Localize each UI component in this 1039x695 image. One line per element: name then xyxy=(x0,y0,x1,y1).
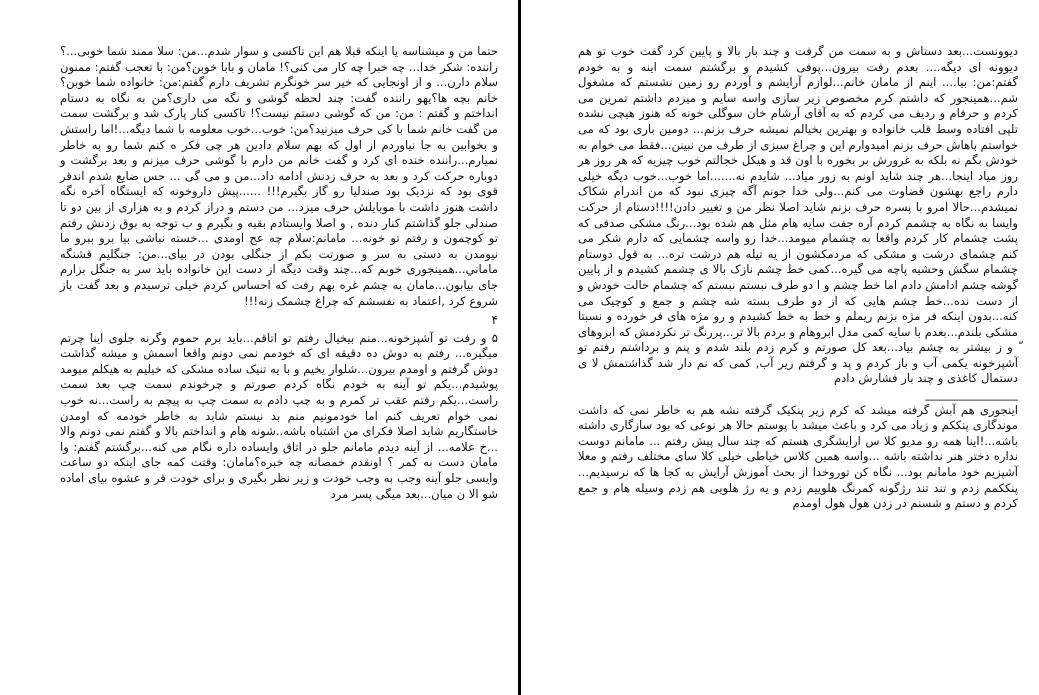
left-page-paragraph-2: ۵ و رفت تو آشپزخونه...منم بیخیال رفتم تو اتاقم...باید برم حموم وگرنه جلوی اینا چرتم میگیره... رفتم به دوش ده دقیقه ای که خودمم نمی دونم واقعا اسمش و میشه گذاشت دوش گرفتم و اومدم بیرون...شلوار یخیم و با یه تنیک ساده مشکی که خیلیم به هیکلم میومد پوشیدم...یکم تو آینه به خودم نگاه کردم صورتم و چرخوندم سمت چپ بعد سمت راست...یکم رفتم عقب تر کمرم و به چپ دادم به سمت چپ به پیچم به راست...نه خوب نمی خوام تعریف کنم اما خودمونیم منم بد نیستم شاید به خاطر خودمه که اومدن خاستگاریم شاید اصلا فکرای من اشتباه باشه..شونه هام و انداختم بالا و گفتم نمی دونم والا ...خ علامه... از آینه دیدم مامانم جلو در اتاق وایساده داره نگام می کنه...برگشتم گفتم: وا مامان دست به کمر ؟ اونقدم خمصانه چه خبره؟مامان: وقتت کمه جای اینکه دو ساعت وایسی جلو آینه وجب به وجب خودت و زیر نظر بگیری و برای خودت قر و عشوه بیای اماده شو الا ن میان...بعد میگی پسر مرد xyxy=(60,330,498,501)
underline-blank: ________________ xyxy=(925,387,1018,402)
right-page-paragraph-2: اینجوری هم آبش گرفته میشد که کرم زیر پنکیک گرفته نشه هم به خاطر نمی که داشت موندگاری پنککم و زیاد می کرد و باعث میشد با پوستم حالا هر نوعی که بود سازگاری داشته باشه...!اینا همه رو مدیو کلا س ارایشگری هستم که چند سال پیش رفتم ... مامانم دوست نداره دختر هنر نداشته باشه ...واسه همین کلاس خیاطی خیلی کلا سای مختلف رفتم و معلا آشپزیم خود مامانم بود... نگاه کن توروخدا از بحث آموزش آرایش به کجا ها که نرسیدیم... پنککمم زدم و تند تند رژگونه کمرنگ هلوییم زدم و یه رژ هلویی هم زدم وسیله هام و جمع کردم و دستم و شسنم در زدن هول هول اومدم xyxy=(578,402,1018,511)
right-page-paragraph-1: دیوونست...بعد دستاش و به سمت من گرفت و چند بار بالا و پایین کرد گفت خوب تو هم دیوونه ای دیگه.... بعدم رفت بیرون...پوفی کشیدم و برگشتم سمت اینه و به خودم گفتم:من: بیا.... اینم از مامان خانم...لوازم آرایشم و آوردم رو زمین نشستم که مشغول شم...همینجور که داشتم کرم مخصوص زیر سازی واسه سایم و میزدم داشتم تمرین می کردم و حرفام و ردیف می کردم که به آقای آرشام خان سوگلی خونه که هنوز هیچی نشده تلپی افتاده وسط قلب خانواده و بهترین بخیالم نمیشه حرف بزنم... دومین باری بود که می خواستم باهاش حرف بزنم امیدوارم این و چراغ سبزی از طرف من نبینن...فقط می خوام به خودش بگم نه بلکه به غرورش بر بخوره با اون قد و هیکل خجالتم خوب چیزیه که هر روز هر روز میاد اینجا...هر چند شاید اونم به زور میاد... شایدم نه.......اما خوب...خوب دیگه خیلی دارم راجع بهشون قضاوت می کنم...ولی خدا جونم آگه چیزی نبود که من اندرام شکاک نمیشدم...حالا امرو با پسره حرف بزنم شاید اصلا نظر من و تغییر دادن!!!!دستام از حرکت وایسا به نگاه به چشمم کردم آره جفت سایه هام مثل هم شده بود...رنگ مشکی صدفی که پشت چشمام کار کردم واقعا به چشمام میومد...خدا رو واسه چشمایی که دارم شکر می کنم چشمای درشت و مشکی که مردمکشون از یه تیله هم درشت تره... به قول دوستام چشمام سگش وحشیه پاچه می گیره...کمی خط چشم نازک بالا ی چشمم کشیدم و از پایین گوشه چشم ادامش دادم اما خط چشم و ا دو طرف نبستم نبستم که چشمام حالت خودش و از دست نده...خط چشم هایی که از دو طرف بسته شه چشم و جمع و کوچیک می کنه...بدون اینکه فر مژه بزنم ریملم و خط به خط کشیدم و رو مژه های فر خورده و نسبتا مشکی بلندم...بعدم با سایه کمی مدل ابروهام و بردم بالا تر...پررنگ تر نکردمش که ابروهای ّ و ز بیشتر به چشم بیاد...بعد کل صورتم و کرم زدم بلند شدم و پنم و برداشتم رفتم تو آشپزخونه یکمی آب و باز کردم و پد و گرفتم زیر آب, کمی که نم دار شد گذاشتمش لا ی دستمال کاغذی و چند بار فشارش دادم xyxy=(578,44,1018,386)
page-divider xyxy=(518,0,521,695)
right-page xyxy=(578,44,1018,512)
page-number: ۴ xyxy=(491,313,498,328)
left-page xyxy=(60,44,498,502)
left-page-paragraph-1: حتما من و میشناسه یا اینکه قبلا هم این تاکسی و سوار شدم...من: سلا ممند شما خوبی...؟راننده: شکر خدا... چه خبرا چه کار می کنی؟! مامان و بابا خوبن؟من: با تعجب گفتم: ممنون سلام دارن... و از اونجایی که خیر سر خونگرم تشریف دارم گفتم:من: خانواده شما خوبن؟ خانم بچه ها؟یهو راننده گفت: چند لحظه گوشی و نگه می داری؟من به نگاه به دستام انداختم و گفتم : من: من که گوشی دستم نیست؟! تاکسی کنار پارک شد و برگشت سمت من گفت خانم شما با کی حرف میزنید؟من: خوب...خوب معلومه با شما دیگه...!اما راستش و بخوابین به جا نیاوردم از اول که بهم سلام دادین هر چی فکر ه کنم شما رو به خاطر نمیارم...راننده خنده ای کرد و گفت خانم من دارم با گوشی حرف میزنم و بعد برگشت و دوباره حرکت کرد و بعد به حرف زدنش ادامه داد...من و می گی ... حس ضایع شدم اندقر قوی بود که نزدیک بود صندلیا رو گاز بگیرم!!! ......پیش داروخونه که ایستگاه آخره نگه داشت هنوز داشت با موبایلش حرف میزد... من دستم و دراز کردم و به هزاری از بین دو تا صندلی جلو گذاشتم کنار دنده , و اصلا وایستادم بقیه و بگیرم و ب توجه به بوق زدنش رفتم تو کوچمون و رفتم تو خونه... مامانم:سلام چه عج اومدی ...خسته نباشی بیا برو ببرو ما نیومدن به دستی به سر و صورتت بکم از جنگلی بودن در بیای...من: جنگلیم قشنگه ماماني...همینجوری خوبم که...چند وقت دیگه از دست این خانواده باید سر به جنگل بزارم جای بیابون...مامان به چشم غره بهم رفت که احساس کردم خیلی ترسیدم و بعد گفت باز شروع کرد ,اعتماد به نفسشم که چراغ چشمک زنه!!! xyxy=(60,44,498,308)
